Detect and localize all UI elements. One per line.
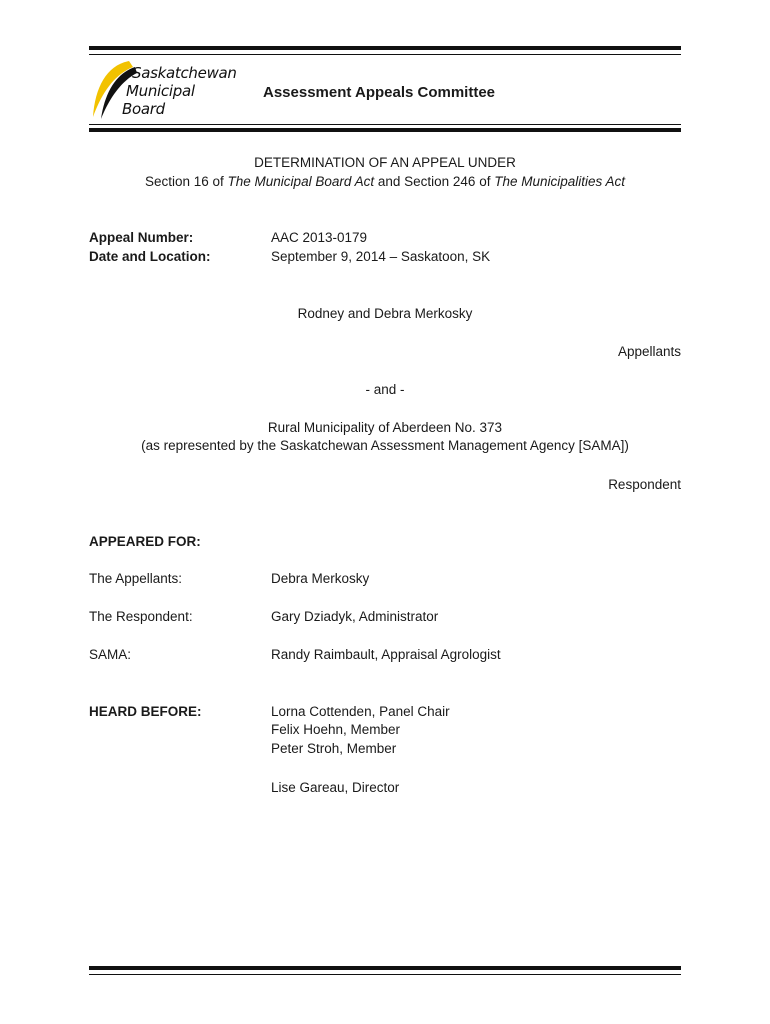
logo-line-3: Board <box>122 100 165 118</box>
heard-before-heading: HEARD BEFORE: <box>89 704 202 719</box>
footer-bottom-rule <box>89 974 681 975</box>
footer-top-rule <box>89 966 681 970</box>
date-location-label: Date and Location: <box>89 249 211 264</box>
determination-subtitle <box>0 172 770 191</box>
appeal-number-value: AAC 2013-0179 <box>271 230 368 245</box>
respondent-note: (as represented by the Saskatchewan Assessment Management Agency [SAMA]) <box>141 438 629 453</box>
logo-line-2: Municipal <box>126 82 195 100</box>
and-separator: - and - <box>365 382 405 397</box>
appeared-for-label: The Appellants: <box>89 571 183 586</box>
appeared-for-value: Gary Dziadyk, Administrator <box>271 609 439 624</box>
respondent-name: Rural Municipality of Aberdeen No. 373 <box>267 420 503 435</box>
appellant-role: Appellants <box>617 344 681 359</box>
appeared-for-heading: APPEARED FOR: <box>89 534 201 549</box>
director: Lise Gareau, Director <box>271 780 400 795</box>
municipalities-act: The Municipalities Act <box>494 174 626 189</box>
appellant-names: Rodney and Debra Merkosky <box>297 306 473 321</box>
header-bottom-thin-rule <box>89 124 681 125</box>
panel-member: Lorna Cottenden, Panel Chair <box>271 704 450 719</box>
header-bottom-rule <box>89 128 681 132</box>
determination-title: DETERMINATION OF AN APPEAL UNDER <box>254 155 516 170</box>
logo-line-1: Saskatchewan <box>132 64 237 82</box>
respondent-role: Respondent <box>608 477 681 492</box>
board-logo <box>89 57 259 121</box>
panel-member: Peter Stroh, Member <box>271 741 397 756</box>
committee-name: Assessment Appeals Committee <box>263 84 496 101</box>
appeared-for-value: Debra Merkosky <box>271 571 370 586</box>
appeared-for-value: Randy Raimbault, Appraisal Agrologist <box>271 647 501 662</box>
appeared-for-label: SAMA: <box>89 647 132 662</box>
header-top-thin-rule <box>89 54 681 55</box>
header-top-rule <box>89 46 681 50</box>
subtitle-part-2: and Section 246 of <box>374 174 495 189</box>
subtitle-part-1: Section 16 of <box>144 174 228 189</box>
panel-member: Felix Hoehn, Member <box>271 722 401 737</box>
municipal-board-act: The Municipal Board Act <box>227 174 375 189</box>
date-location-value: September 9, 2014 – Saskatoon, SK <box>271 249 491 264</box>
appeared-for-label: The Respondent: <box>89 609 193 624</box>
appeal-number-label: Appeal Number: <box>89 230 194 245</box>
